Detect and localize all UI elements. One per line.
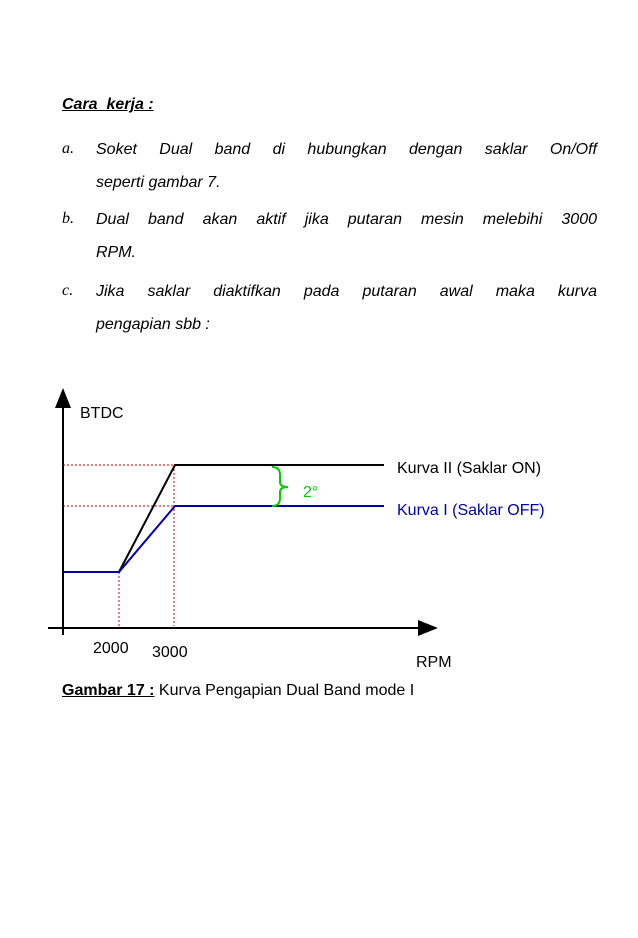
list-item-line: Jika saklar diaktifkan pada putaran awal maka kurva (96, 283, 597, 300)
x-tick-label: 2000 (93, 640, 129, 657)
list-item-line: seperti gambar 7. (96, 174, 221, 191)
list-item-line: RPM. (96, 244, 136, 261)
difference-brace (272, 467, 288, 506)
difference-label: 2° (303, 484, 319, 501)
figure-caption (62, 682, 414, 700)
curve-saklar-on (63, 465, 384, 572)
y-axis-label: BTDC (80, 405, 124, 422)
x-tick-label: 3000 (152, 644, 188, 661)
legend-kurva-ii: Kurva II (Saklar ON) (397, 460, 542, 477)
curve-saklar-off (63, 506, 384, 572)
list-marker: b. (62, 210, 74, 227)
section-heading: Cara kerja : (62, 96, 154, 113)
list-marker: a. (62, 140, 74, 157)
list-item-line: pengapian sbb : (96, 316, 210, 333)
figure-caption-label: Gambar 17 : (62, 682, 155, 699)
list-marker: c. (62, 282, 74, 299)
x-axis-label: RPM (416, 654, 452, 671)
figure-caption-text: Kurva Pengapian Dual Band mode I (154, 682, 415, 699)
list-item-line: Soket Dual band di hubungkan dengan saklar On/Off (96, 141, 597, 158)
guide-lines (63, 465, 175, 626)
list-item-line: Dual band akan aktif jika putaran mesin melebihi 3000 (96, 211, 597, 228)
legend-kurva-i: Kurva I (Saklar OFF) (397, 502, 545, 519)
